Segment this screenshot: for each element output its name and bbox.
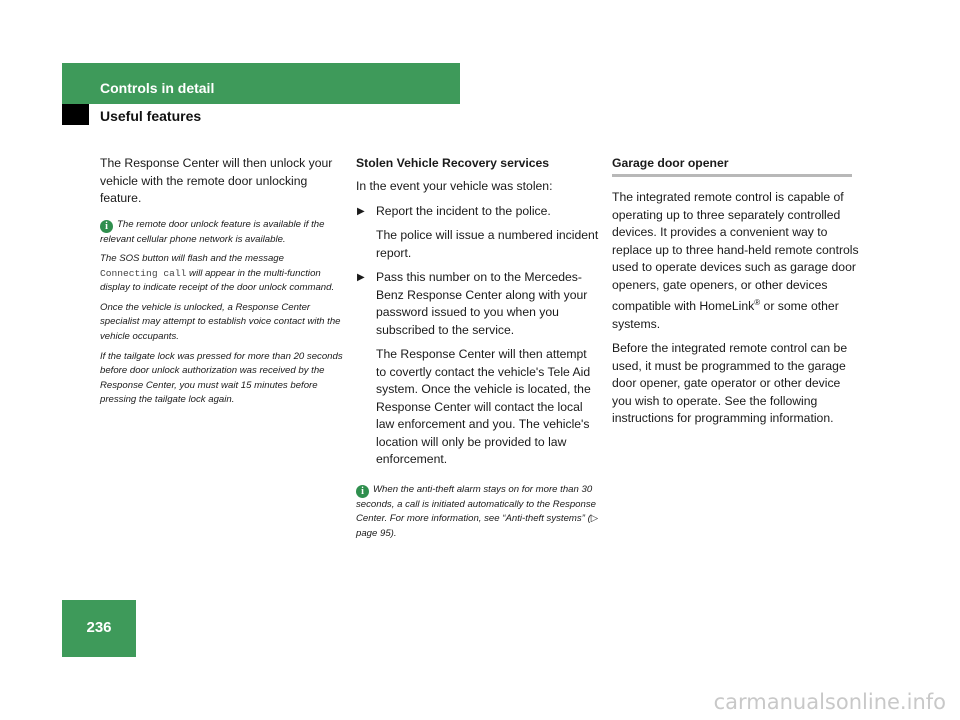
paragraph: The integrated remote control is capable of operating up to three separately controlled devices. It provides a convenient way to replace up to three hand-held remote controls used to operate devices such as garage door openers, gate openers, or other devices compatible with HomeLink® or some other systems. xyxy=(612,190,859,331)
column-left xyxy=(100,155,344,413)
heading-underline xyxy=(612,174,852,177)
list-item-detail: The Response Center will then attempt to covertly contact the vehicle's Tele Aid system. Once the vehicle is located, the Response Center will contact the local law enforcement and you. The vehicle's location will only be provided to law enforcement. xyxy=(376,347,591,466)
intro-paragraph: The Response Center will then unlock your vehicle with the remote door unlocking feature. xyxy=(100,156,333,205)
note-paragraph: i The remote door unlock feature is available if the relevant cellular phone network is available. xyxy=(100,218,325,245)
note-paragraph: Once the vehicle is unlocked, a Response Center specialist may attempt to establish voice contact with the vehicle occupants. xyxy=(100,301,341,343)
list-item: ▶ Pass this number on to the Mercedes-Benz Response Center along with your password issued to you when you subscribed to the service. xyxy=(357,270,588,337)
intro-paragraph: In the event your vehicle was stolen: xyxy=(356,179,553,193)
column-middle xyxy=(356,155,600,546)
column-right xyxy=(612,155,860,435)
note-block xyxy=(356,483,600,542)
note-paragraph: If the tailgate lock was pressed for more than 20 seconds before door unlock authorization was received by the Response Center, you must wait 15 minutes before pressing the tailgate lock again. xyxy=(100,350,343,406)
note-block xyxy=(100,218,344,409)
paragraph: Before the integrated remote control can be used, it must be programmed to the garage door opener, gate operator or other device you wish to operate. See the following instructions for programming information. xyxy=(612,341,848,426)
watermark: carmanualsonline.info xyxy=(713,690,946,714)
page-number: 236 xyxy=(86,619,112,636)
triangle-right-icon: ▶ xyxy=(357,272,365,283)
note-paragraph: The SOS button will flash and the message Connecting call will appear in the multi-function display to indicate receipt of the door unlock command. xyxy=(100,253,335,294)
list-item: ▶ Report the incident to the police. xyxy=(356,203,600,221)
subsection-marker xyxy=(62,104,89,125)
subsection-title: Useful features xyxy=(100,108,202,124)
display-message: Connecting call xyxy=(100,267,187,279)
info-icon: i xyxy=(356,485,369,498)
section-title: Controls in detail xyxy=(100,80,215,96)
section-heading: Garage door opener xyxy=(612,156,729,170)
triangle-right-icon: ▶ xyxy=(357,205,365,217)
note-paragraph: i When the anti-theft alarm stays on for more than 30 seconds, a call is initiated automatically to the Response Center. For more information, see “Anti-theft systems” (▷ page 95). xyxy=(356,483,599,539)
info-icon: i xyxy=(100,220,113,233)
section-heading: Stolen Vehicle Recovery services xyxy=(356,156,550,170)
list-item-detail: The police will issue a numbered incident report. xyxy=(376,228,599,260)
